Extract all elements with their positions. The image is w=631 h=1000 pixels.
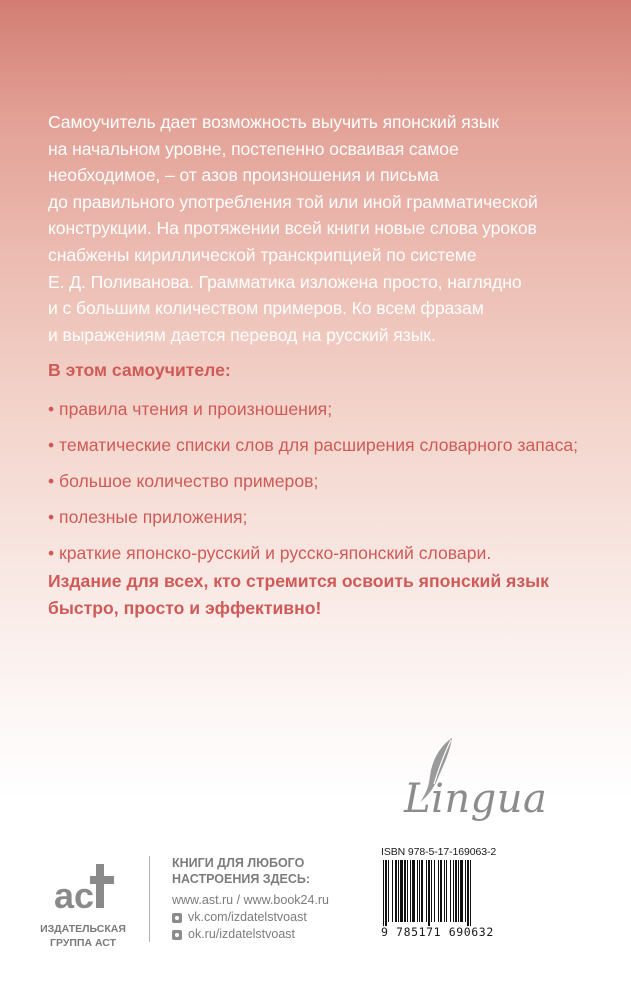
barcode-digits: 9 785171 690632 [381,925,494,939]
description-line: и с большим количеством примеров. Ко всем фразам [48,298,484,319]
website-links[interactable]: www.ast.ru / www.book24.ru [172,893,330,907]
features-heading: В этом самоучителе: [48,360,231,380]
description-line: на начальном уровне, постепенно осваивая самое [48,138,459,159]
description-line: необходимое, – от азов произношения и письма [48,165,439,186]
ok-icon [172,930,182,940]
barcode-bars [381,860,505,926]
publisher-logo [28,858,138,968]
publisher-caption-line: ИЗДАТЕЛЬСКАЯ [40,923,126,935]
description-text [48,109,608,348]
info-title-line: КНИГИ ДЛЯ ЛЮБОГО [172,856,305,870]
isbn-label: ISBN 978-5-17-169063-2 [381,846,497,858]
list-item: • полезные приложения; [48,507,248,527]
publisher-caption-line: ГРУППА АСТ [50,937,116,949]
description-line: и выражениям дается перевод на русский язык. [48,324,436,345]
barcode [381,846,505,942]
vk-link[interactable] [172,909,329,926]
description-line: Самоучитель дает возможность выучить японский язык [48,112,499,132]
description-line: Е. Д. Поливанова. Грамматика изложена просто, наглядно [48,271,522,292]
closing-line: Издание для всех, кто стремится освоить японский язык [48,571,549,591]
list-item: • правила чтения и произношения; [48,399,333,419]
series-logo [404,736,564,826]
list-item: • краткие японско-русский и русско-японский словари. [48,543,492,563]
closing-statement [48,568,549,622]
list-item: • тематические списки слов для расширения словарного запаса; [48,435,579,455]
features-list [48,396,578,576]
divider [149,856,150,942]
ast-logo-letters: ас [54,875,95,914]
description-line: конструкции. На протяжении всей книги новые слова уроков [48,218,537,239]
ok-link-text: ok.ru/izdatelstvoast [188,927,295,941]
ast-logo-icon [52,858,122,914]
info-title-line: НАСТРОЕНИЯ ЗДЕСЬ: [172,872,311,886]
ok-link[interactable] [172,926,329,943]
description-line: до правильного употребления той или иной грамматической [48,191,538,212]
vk-icon [172,913,182,923]
vk-link-text: vk.com/izdatelstvoast [188,910,307,924]
list-item: • большое количество примеров; [48,471,319,491]
description-line: снабжены кириллической транскрипцией по системе [48,244,477,265]
series-logo-text: Lingua [404,776,548,822]
publisher-info [172,855,329,943]
closing-line: быстро, просто и эффективно! [48,598,322,618]
